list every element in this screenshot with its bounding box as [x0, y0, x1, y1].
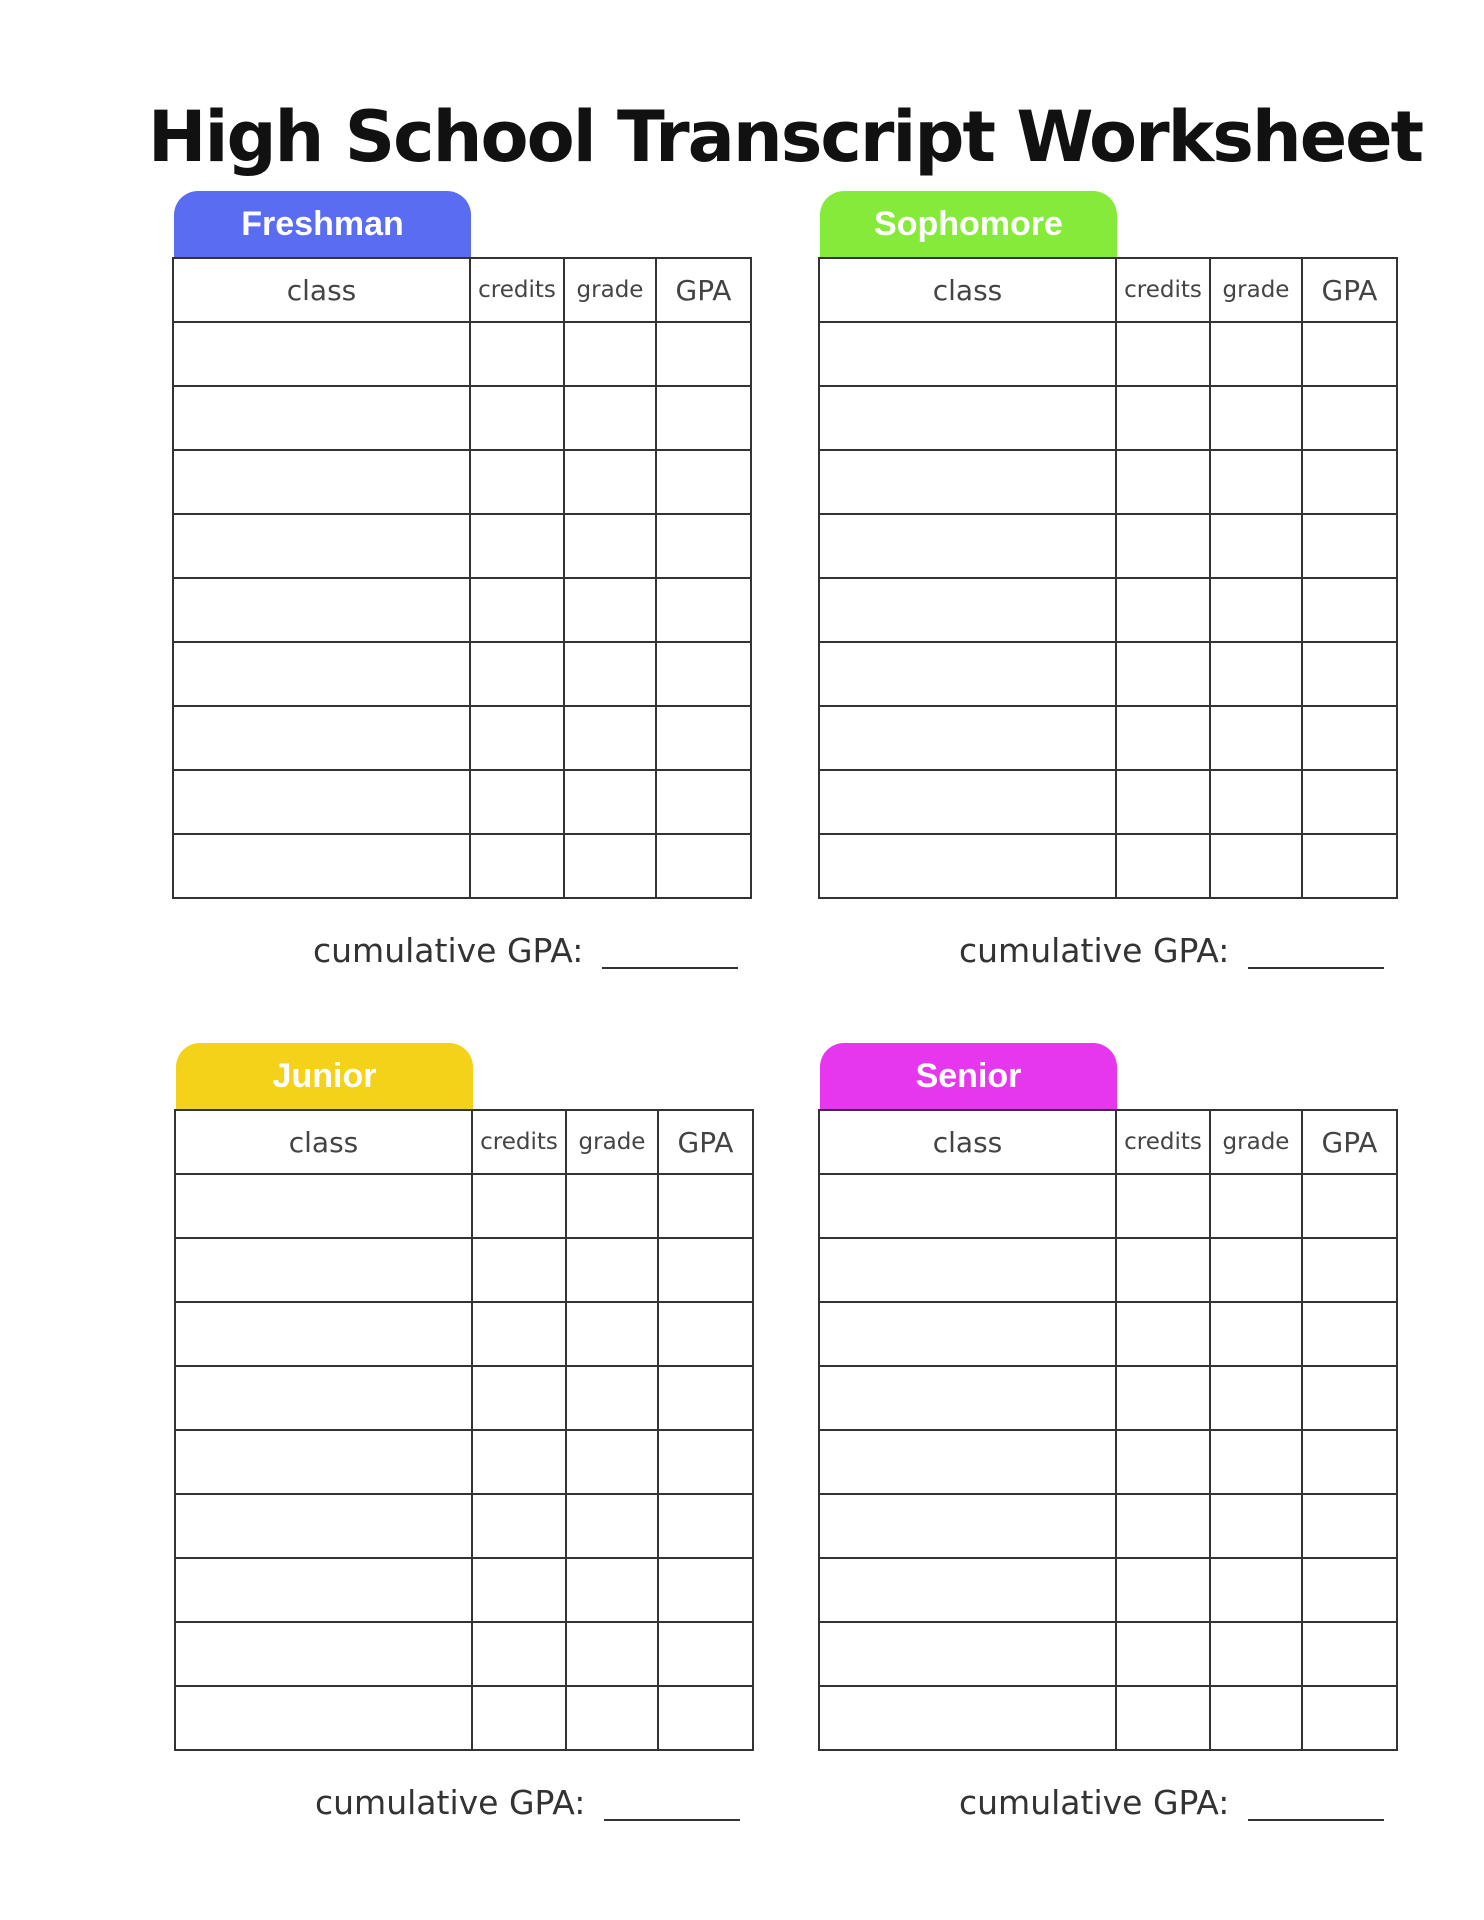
table-row — [175, 1622, 753, 1686]
col-header-grade: grade — [1210, 258, 1302, 322]
gpa-cell[interactable] — [1302, 578, 1397, 642]
credits-cell[interactable] — [472, 1622, 566, 1686]
grade-cell[interactable] — [566, 1430, 658, 1494]
table-row — [173, 514, 751, 578]
class-cell[interactable] — [173, 834, 470, 898]
class-cell[interactable] — [819, 450, 1116, 514]
gpa-cell[interactable] — [656, 386, 751, 450]
class-cell[interactable] — [819, 770, 1116, 834]
grade-cell[interactable] — [564, 322, 656, 386]
credits-cell[interactable] — [1116, 1494, 1210, 1558]
table-row — [175, 1558, 753, 1622]
table-row — [175, 1238, 753, 1302]
gpa-cell[interactable] — [1302, 1366, 1397, 1430]
class-cell[interactable] — [173, 514, 470, 578]
tab-junior: Junior — [176, 1043, 473, 1109]
col-header-credits: credits — [472, 1110, 566, 1174]
col-header-grade: grade — [564, 258, 656, 322]
header-row — [173, 258, 751, 322]
table-row — [819, 322, 1397, 386]
class-cell[interactable] — [819, 1686, 1116, 1750]
class-cell[interactable] — [819, 514, 1116, 578]
cumulative-gpa-field[interactable] — [1248, 1819, 1384, 1821]
credits-cell[interactable] — [472, 1494, 566, 1558]
class-cell[interactable] — [175, 1494, 472, 1558]
table-row — [819, 1622, 1397, 1686]
credits-cell[interactable] — [1116, 450, 1210, 514]
grade-table — [172, 257, 752, 899]
grade-cell[interactable] — [564, 770, 656, 834]
gpa-cell[interactable] — [656, 578, 751, 642]
gpa-cell[interactable] — [1302, 1238, 1397, 1302]
tab-sophomore: Sophomore — [820, 191, 1117, 257]
table-row — [819, 706, 1397, 770]
table-row — [819, 1366, 1397, 1430]
gpa-cell[interactable] — [1302, 706, 1397, 770]
table-row — [175, 1494, 753, 1558]
class-cell[interactable] — [175, 1430, 472, 1494]
grade-cell[interactable] — [1210, 386, 1302, 450]
class-cell[interactable] — [819, 1558, 1116, 1622]
class-cell[interactable] — [175, 1366, 472, 1430]
gpa-cell[interactable] — [1302, 322, 1397, 386]
grade-cell[interactable] — [1210, 706, 1302, 770]
col-header-gpa: GPA — [1302, 1110, 1397, 1174]
cumulative-gpa — [174, 1781, 752, 1831]
credits-cell[interactable] — [1116, 1558, 1210, 1622]
class-cell[interactable] — [173, 770, 470, 834]
header-row — [175, 1110, 753, 1174]
class-cell[interactable] — [175, 1302, 472, 1366]
table-row — [173, 706, 751, 770]
gpa-cell[interactable] — [1302, 834, 1397, 898]
col-header-class: class — [175, 1110, 472, 1174]
grade-cell[interactable] — [1210, 578, 1302, 642]
credits-cell[interactable] — [1116, 642, 1210, 706]
table-row — [819, 1302, 1397, 1366]
gpa-cell[interactable] — [658, 1686, 753, 1750]
cumulative-gpa-field[interactable] — [602, 967, 738, 969]
gpa-cell[interactable] — [656, 642, 751, 706]
class-cell[interactable] — [819, 578, 1116, 642]
credits-cell[interactable] — [470, 514, 564, 578]
credits-cell[interactable] — [1116, 1366, 1210, 1430]
grade-cell[interactable] — [566, 1174, 658, 1238]
col-header-grade: grade — [1210, 1110, 1302, 1174]
grade-cell[interactable] — [566, 1686, 658, 1750]
grade-cell[interactable] — [1210, 514, 1302, 578]
table-row — [173, 578, 751, 642]
grade-cell[interactable] — [566, 1622, 658, 1686]
gpa-cell[interactable] — [658, 1302, 753, 1366]
gpa-cell[interactable] — [1302, 450, 1397, 514]
credits-cell[interactable] — [472, 1430, 566, 1494]
credits-cell[interactable] — [1116, 514, 1210, 578]
grade-cell[interactable] — [1210, 642, 1302, 706]
class-cell[interactable] — [173, 322, 470, 386]
credits-cell[interactable] — [1116, 834, 1210, 898]
col-header-gpa: GPA — [656, 258, 751, 322]
header-row — [819, 258, 1397, 322]
class-cell[interactable] — [819, 1622, 1116, 1686]
credits-cell[interactable] — [1116, 1430, 1210, 1494]
table-row — [819, 1494, 1397, 1558]
class-cell[interactable] — [819, 1430, 1116, 1494]
gpa-cell[interactable] — [656, 514, 751, 578]
class-cell[interactable] — [819, 1494, 1116, 1558]
grade-cell[interactable] — [1210, 1302, 1302, 1366]
class-cell[interactable] — [173, 642, 470, 706]
grade-cell[interactable] — [1210, 1622, 1302, 1686]
table-row — [819, 1430, 1397, 1494]
credits-cell[interactable] — [470, 642, 564, 706]
table-row — [819, 642, 1397, 706]
class-cell[interactable] — [819, 642, 1116, 706]
col-header-class: class — [819, 258, 1116, 322]
gpa-cell[interactable] — [1302, 514, 1397, 578]
table-row — [173, 834, 751, 898]
gpa-cell[interactable] — [656, 834, 751, 898]
grade-cell[interactable] — [1210, 770, 1302, 834]
class-cell[interactable] — [175, 1238, 472, 1302]
cumulative-gpa — [818, 929, 1396, 979]
gpa-cell[interactable] — [1302, 642, 1397, 706]
gpa-cell[interactable] — [656, 770, 751, 834]
credits-cell[interactable] — [1116, 578, 1210, 642]
class-cell[interactable] — [175, 1686, 472, 1750]
grade-cell[interactable] — [564, 450, 656, 514]
cumulative-gpa-field[interactable] — [604, 1819, 740, 1821]
credits-cell[interactable] — [1116, 1622, 1210, 1686]
cumulative-gpa-label: cumulative GPA: — [315, 1783, 586, 1822]
class-cell[interactable] — [173, 386, 470, 450]
col-header-credits: credits — [470, 258, 564, 322]
class-cell[interactable] — [175, 1174, 472, 1238]
col-header-credits: credits — [1116, 258, 1210, 322]
cumulative-gpa-label: cumulative GPA: — [959, 931, 1230, 970]
col-header-class: class — [173, 258, 470, 322]
gpa-cell[interactable] — [656, 322, 751, 386]
table-row — [819, 450, 1397, 514]
table-row — [173, 322, 751, 386]
credits-cell[interactable] — [1116, 770, 1210, 834]
credits-cell[interactable] — [1116, 1238, 1210, 1302]
credits-cell[interactable] — [470, 770, 564, 834]
grade-cell[interactable] — [1210, 1686, 1302, 1750]
credits-cell[interactable] — [470, 322, 564, 386]
grade-cell[interactable] — [566, 1238, 658, 1302]
gpa-cell[interactable] — [1302, 1430, 1397, 1494]
grade-cell[interactable] — [1210, 450, 1302, 514]
col-header-gpa: GPA — [658, 1110, 753, 1174]
tab-freshman: Freshman — [174, 191, 471, 257]
class-cell[interactable] — [819, 1174, 1116, 1238]
class-cell[interactable] — [819, 386, 1116, 450]
credits-cell[interactable] — [1116, 386, 1210, 450]
grade-cell[interactable] — [1210, 834, 1302, 898]
table-row — [173, 450, 751, 514]
class-cell[interactable] — [819, 322, 1116, 386]
table-row — [173, 642, 751, 706]
grade-table — [174, 1109, 754, 1751]
gpa-cell[interactable] — [658, 1238, 753, 1302]
grade-cell[interactable] — [1210, 322, 1302, 386]
grade-cell[interactable] — [564, 706, 656, 770]
credits-cell[interactable] — [472, 1302, 566, 1366]
class-cell[interactable] — [819, 706, 1116, 770]
table-row — [819, 386, 1397, 450]
class-cell[interactable] — [819, 834, 1116, 898]
gpa-cell[interactable] — [658, 1558, 753, 1622]
table-row — [819, 834, 1397, 898]
credits-cell[interactable] — [470, 578, 564, 642]
col-header-gpa: GPA — [1302, 258, 1397, 322]
class-cell[interactable] — [819, 1302, 1116, 1366]
credits-cell[interactable] — [470, 834, 564, 898]
cumulative-gpa — [818, 1781, 1396, 1831]
class-cell[interactable] — [175, 1558, 472, 1622]
col-header-credits: credits — [1116, 1110, 1210, 1174]
grade-cell[interactable] — [566, 1302, 658, 1366]
grade-cell[interactable] — [1210, 1430, 1302, 1494]
gpa-cell[interactable] — [1302, 1494, 1397, 1558]
table-row — [819, 770, 1397, 834]
credits-cell[interactable] — [1116, 1302, 1210, 1366]
col-header-grade: grade — [566, 1110, 658, 1174]
tab-senior: Senior — [820, 1043, 1117, 1109]
grade-cell[interactable] — [564, 578, 656, 642]
grade-cell[interactable] — [566, 1558, 658, 1622]
grade-table — [818, 257, 1398, 899]
grade-cell[interactable] — [1210, 1494, 1302, 1558]
gpa-cell[interactable] — [1302, 1174, 1397, 1238]
credits-cell[interactable] — [472, 1686, 566, 1750]
class-cell[interactable] — [819, 1366, 1116, 1430]
table-row — [819, 1686, 1397, 1750]
gpa-cell[interactable] — [658, 1174, 753, 1238]
credits-cell[interactable] — [1116, 706, 1210, 770]
table-row — [173, 770, 751, 834]
header-row — [819, 1110, 1397, 1174]
gpa-cell[interactable] — [1302, 386, 1397, 450]
credits-cell[interactable] — [472, 1174, 566, 1238]
credits-cell[interactable] — [472, 1366, 566, 1430]
table-row — [819, 514, 1397, 578]
gpa-cell[interactable] — [1302, 1622, 1397, 1686]
table-row — [819, 1238, 1397, 1302]
table-row — [173, 386, 751, 450]
grade-table — [818, 1109, 1398, 1751]
table-row — [175, 1174, 753, 1238]
table-row — [175, 1430, 753, 1494]
grade-cell[interactable] — [1210, 1366, 1302, 1430]
credits-cell[interactable] — [1116, 1174, 1210, 1238]
class-cell[interactable] — [175, 1622, 472, 1686]
table-row — [175, 1686, 753, 1750]
gpa-cell[interactable] — [658, 1430, 753, 1494]
gpa-cell[interactable] — [658, 1494, 753, 1558]
class-cell[interactable] — [173, 450, 470, 514]
credits-cell[interactable] — [472, 1238, 566, 1302]
table-row — [819, 1174, 1397, 1238]
grade-cell[interactable] — [1210, 1558, 1302, 1622]
gpa-cell[interactable] — [656, 450, 751, 514]
cumulative-gpa — [172, 929, 750, 979]
gpa-cell[interactable] — [1302, 770, 1397, 834]
gpa-cell[interactable] — [658, 1366, 753, 1430]
gpa-cell[interactable] — [1302, 1558, 1397, 1622]
grade-cell[interactable] — [564, 642, 656, 706]
cumulative-gpa-label: cumulative GPA: — [313, 931, 584, 970]
gpa-cell[interactable] — [658, 1622, 753, 1686]
gpa-cell[interactable] — [1302, 1686, 1397, 1750]
grade-cell[interactable] — [564, 386, 656, 450]
credits-cell[interactable] — [470, 450, 564, 514]
table-row — [819, 1558, 1397, 1622]
class-cell[interactable] — [819, 1238, 1116, 1302]
page-title: High School Transcript Worksheet — [147, 96, 1423, 178]
credits-cell[interactable] — [470, 386, 564, 450]
grade-cell[interactable] — [1210, 1238, 1302, 1302]
credits-cell[interactable] — [470, 706, 564, 770]
gpa-cell[interactable] — [1302, 1302, 1397, 1366]
credits-cell[interactable] — [1116, 322, 1210, 386]
credits-cell[interactable] — [1116, 1686, 1210, 1750]
table-row — [819, 578, 1397, 642]
class-cell[interactable] — [173, 578, 470, 642]
grade-cell[interactable] — [1210, 1174, 1302, 1238]
table-row — [175, 1302, 753, 1366]
cumulative-gpa-field[interactable] — [1248, 967, 1384, 969]
credits-cell[interactable] — [472, 1558, 566, 1622]
class-cell[interactable] — [173, 706, 470, 770]
grade-cell[interactable] — [566, 1366, 658, 1430]
cumulative-gpa-label: cumulative GPA: — [959, 1783, 1230, 1822]
grade-cell[interactable] — [566, 1494, 658, 1558]
col-header-class: class — [819, 1110, 1116, 1174]
grade-cell[interactable] — [564, 514, 656, 578]
gpa-cell[interactable] — [656, 706, 751, 770]
grade-cell[interactable] — [564, 834, 656, 898]
table-row — [175, 1366, 753, 1430]
